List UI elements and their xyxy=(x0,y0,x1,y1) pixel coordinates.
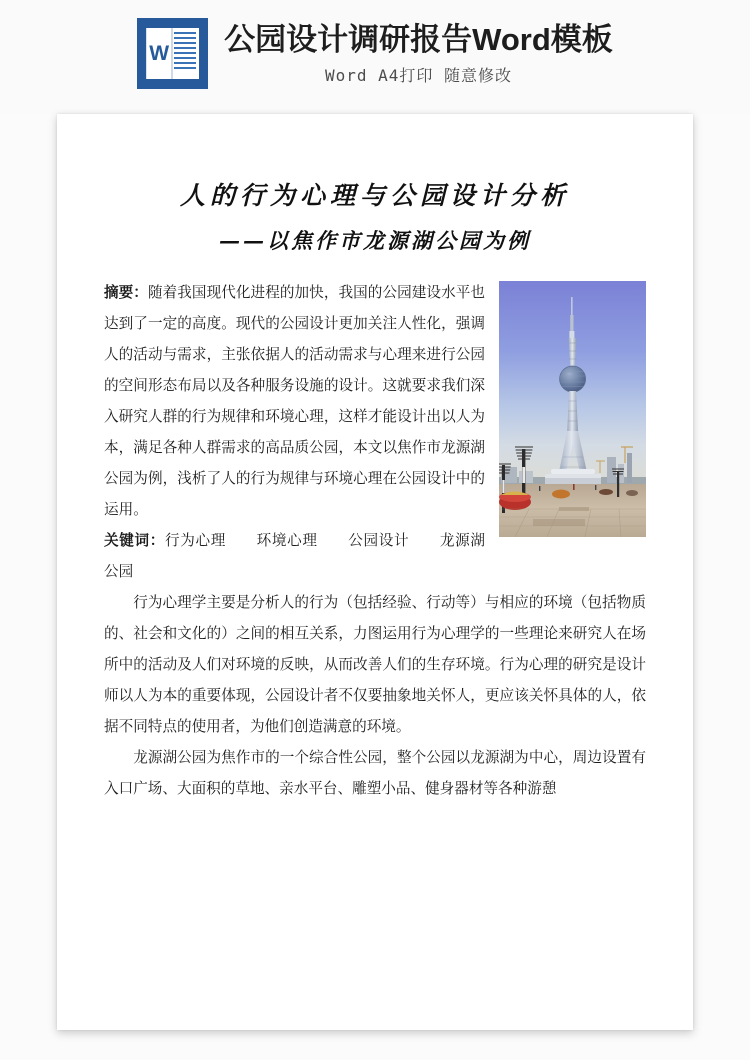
photo-artwork xyxy=(499,281,646,537)
document-title: 人的行为心理与公园设计分析 xyxy=(179,181,570,210)
keyword-item-0: 行为心理 xyxy=(164,532,226,549)
banner-title: 公园设计调研报告Word模板 xyxy=(224,22,613,57)
banner-text-group xyxy=(224,18,613,89)
body-paragraph-2: 龙源湖公园为焦作市的一个综合性公园，整个公园以龙源湖为中心，周边设置有入口广场、大面积的草地、亲水平台、雕塑小品、健身器材等各种游憩 xyxy=(104,749,646,797)
word-icon-letter: W xyxy=(149,42,169,65)
word-document-icon xyxy=(137,18,208,89)
banner-content xyxy=(137,0,613,89)
banner-subtitle: Word A4打印 随意修改 xyxy=(324,66,513,85)
park-tv-tower-photo xyxy=(499,281,646,537)
keyword-item-1: 环境心理 xyxy=(255,532,318,549)
header-banner xyxy=(0,0,750,114)
body-paragraph-1: 行为心理学主要是分析人的行为（包括经验、行动等）与相应的环境（包括物质的、社会和文化的）之间的相互关系，力图运用行为心理学的一些理论来研究人在场所中的活动及人们对环境的反映，从而改善人们的生存环境。行为心理的研究是设计师以人为本的重要体现，公园设计者不仅要抽象地关怀人，更应该关怀具体的人，依据不同特点的使用者，为他们创造满意的环境。 xyxy=(104,594,646,735)
document-subtitle: ——以焦作市龙源湖公园为例 xyxy=(219,228,531,253)
keywords-label: 关键词： xyxy=(104,532,165,549)
abstract-body: 随着我国现代化进程的加快，我国的公园建设水平也达到了一定的高度。现代的公园设计更加关注人性化，强调人的活动与需求，主张依据人的活动需求与心理来进行公园的空间形态布局以及各种服务设施的设计。这就要求我们深入研究人群的行为规律和环境心理，这样才能设计出以人为本，满足各种人群需求的高品质公园，本文以焦作市龙源湖公园为例，浅析了人的行为规律与环境心理在公园设计中的运用。 xyxy=(104,284,485,518)
document-page xyxy=(57,114,693,1030)
document-text-body xyxy=(104,277,646,804)
abstract-label: 摘要： xyxy=(104,284,148,301)
keyword-item-3: 龙源湖公园 xyxy=(104,532,485,580)
document-page-body xyxy=(57,114,693,1030)
word-icon-text-lines xyxy=(174,32,196,75)
word-icon-crease xyxy=(171,28,173,79)
keyword-item-2: 公园设计 xyxy=(347,532,410,549)
